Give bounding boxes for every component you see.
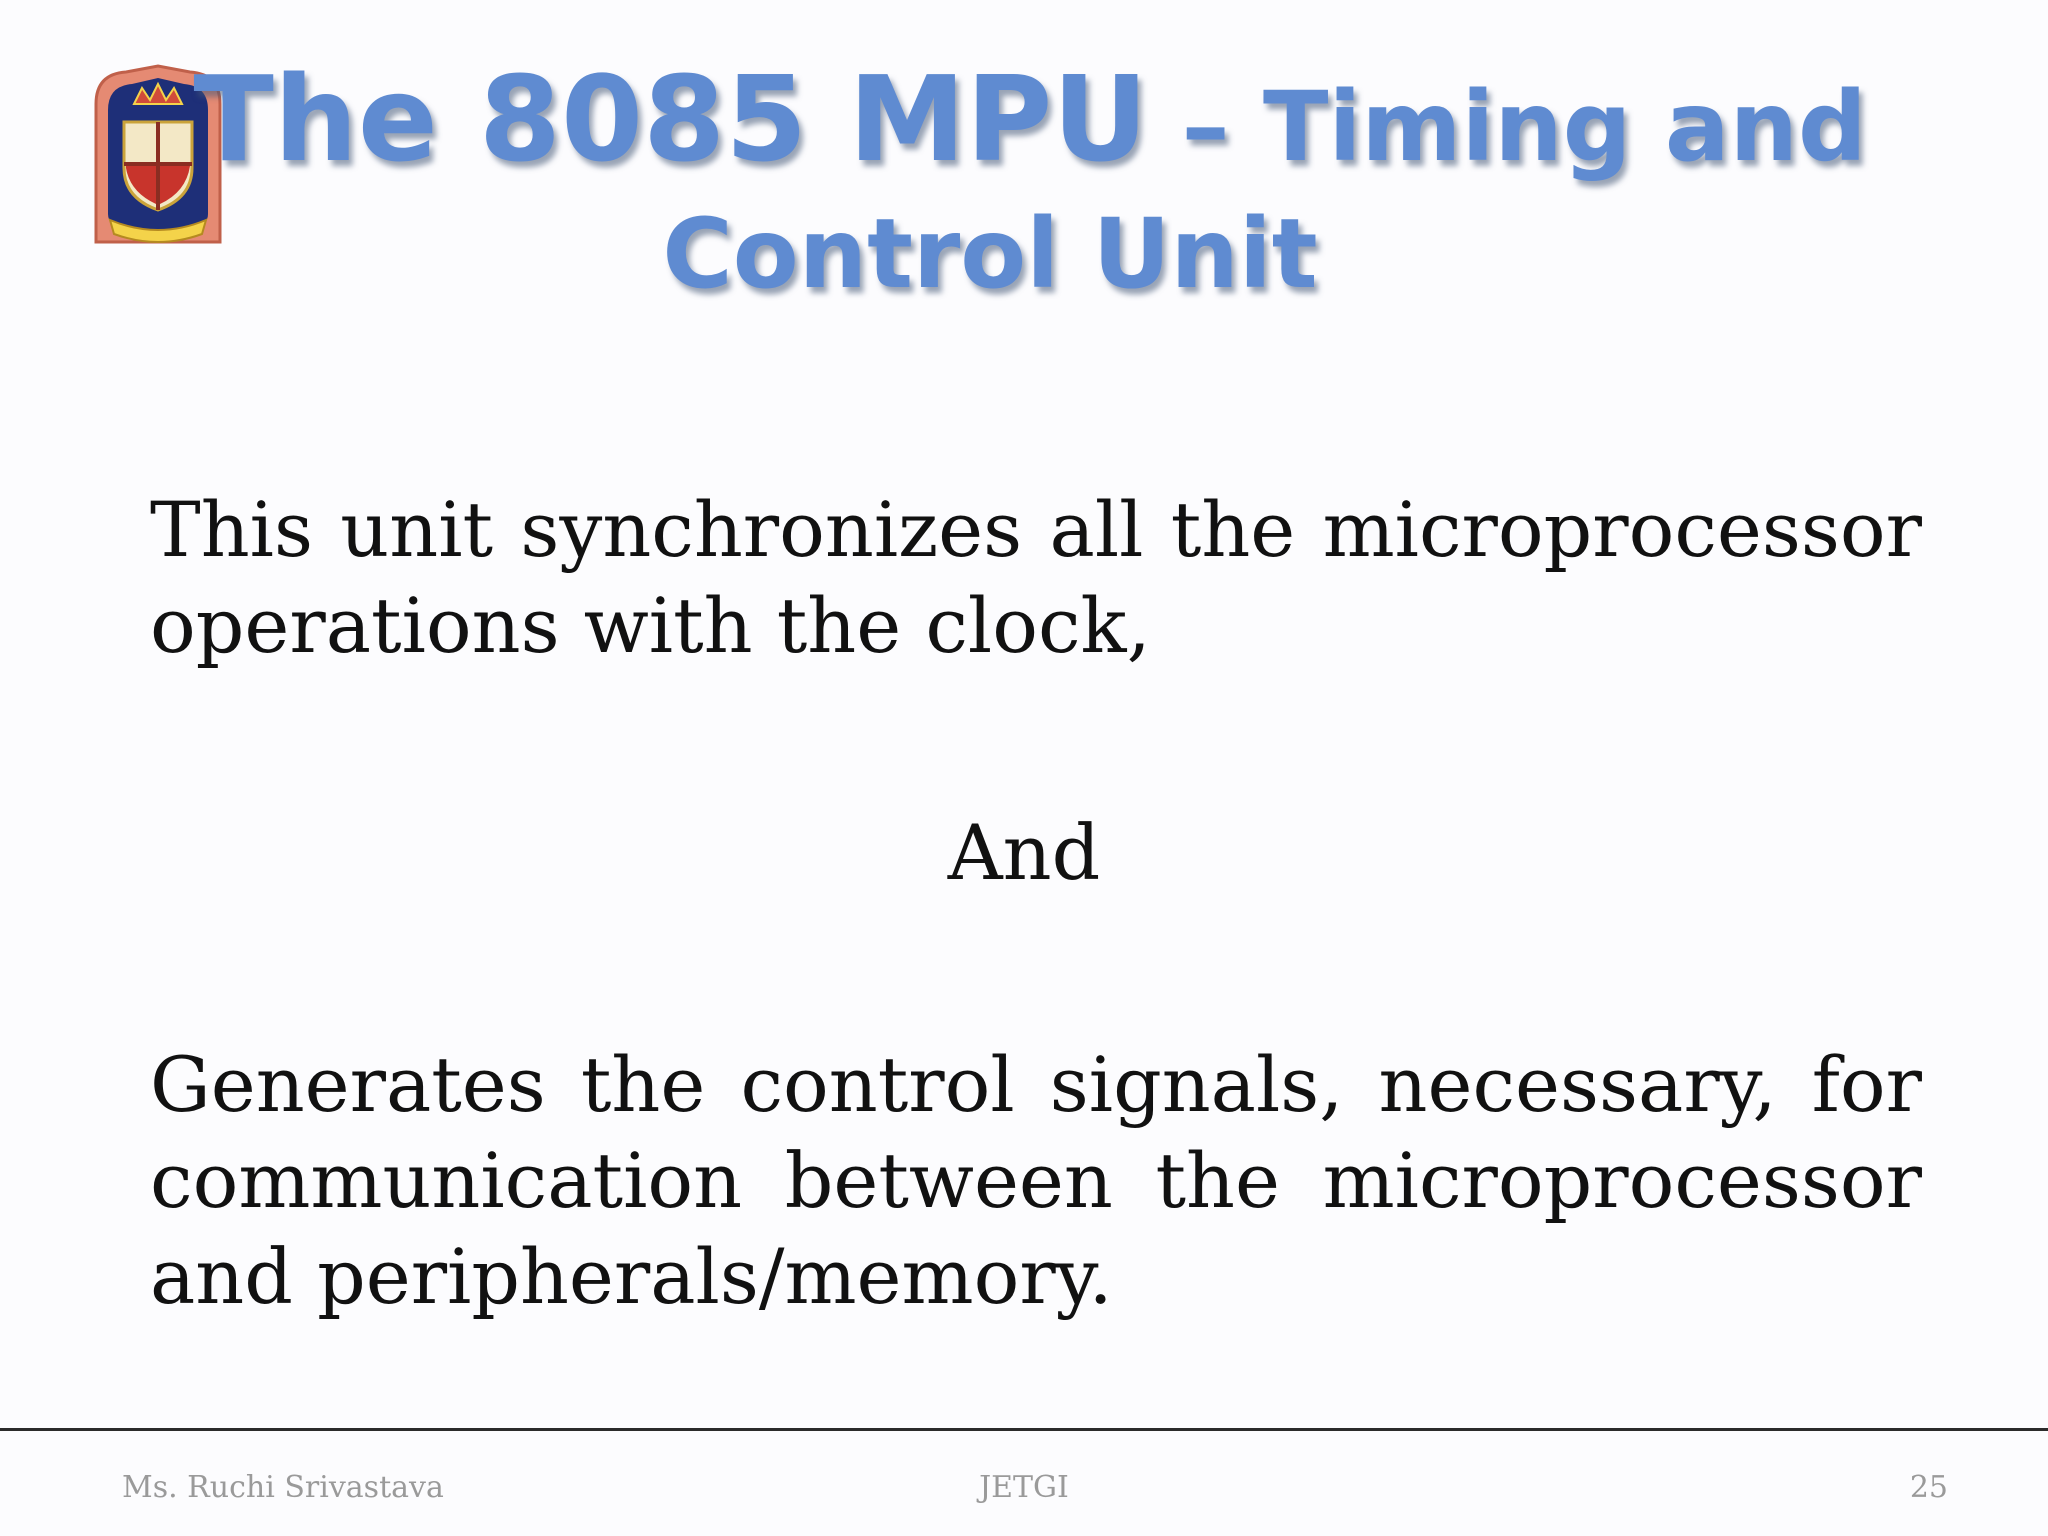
slide-title	[160, 50, 1900, 310]
paragraph-synchronizes: This unit synchronizes all the microprocessor operations with the clock,	[150, 485, 1922, 670]
paragraph-generates: Generates the control signals, necessary, for communication between the microprocessor and peripherals/memory.	[150, 1040, 1922, 1321]
title-main-text: The 8085 MPU	[193, 50, 1149, 188]
title-line-1	[160, 50, 1900, 188]
footer-author: Ms. Ruchi Srivastava	[122, 1470, 444, 1505]
connector-text: And	[947, 808, 1101, 897]
title-rest-text: – Timing and	[1148, 71, 1867, 183]
title-line-2: Control Unit	[662, 197, 1318, 310]
footer-divider	[0, 1428, 2048, 1431]
footer-page-number: 25	[1909, 1470, 1948, 1505]
footer-institute: JETGI	[979, 1470, 1069, 1505]
